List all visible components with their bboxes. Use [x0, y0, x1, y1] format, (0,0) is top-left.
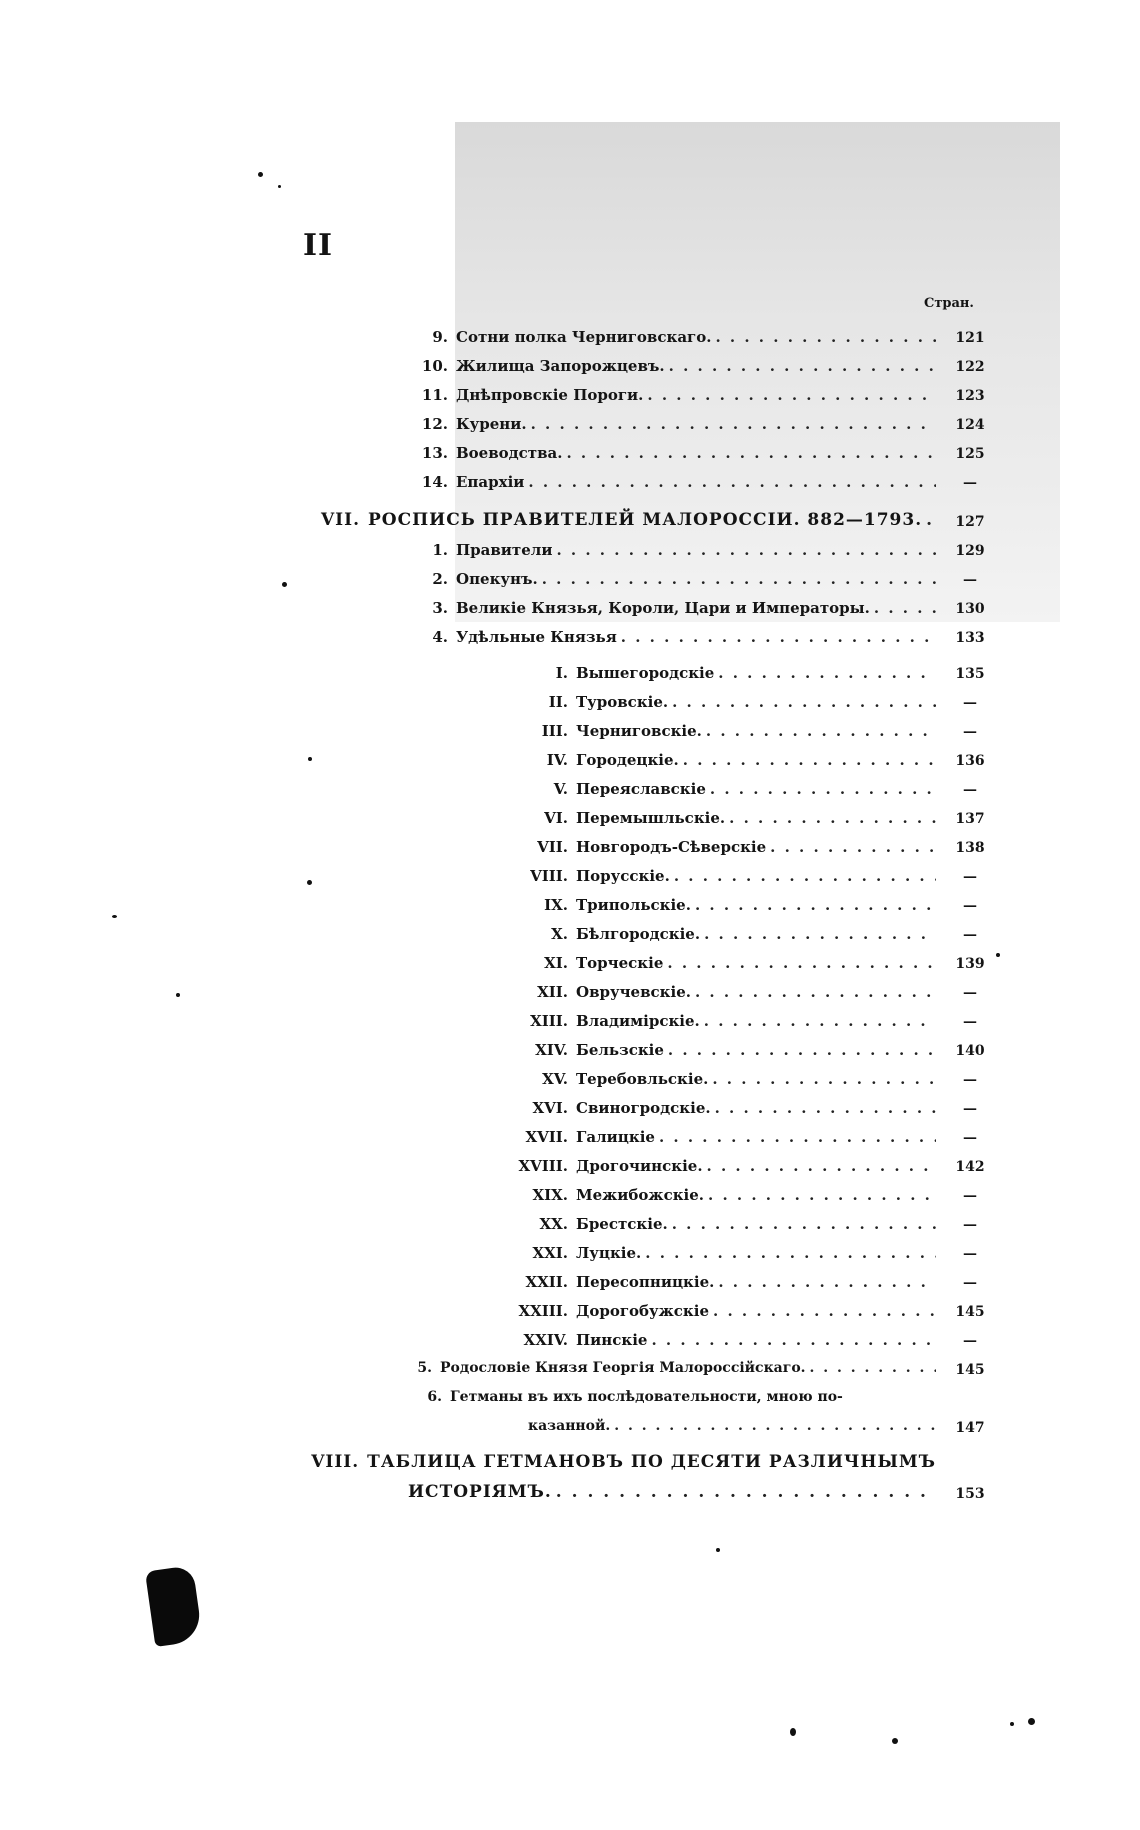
toc-page: 147 [955, 1420, 985, 1436]
toc-entry: XVIII. Дрогочинскіе. . . . [480, 1157, 936, 1181]
toc-entry: 11. Днѣпровскіе Пороги. . . . [400, 386, 936, 410]
toc-entry: IX. Трипольскіе. . . . [480, 896, 936, 920]
toc-page: 129 [955, 543, 985, 559]
toc-entry: XV. Теребовльскіе. . . . [480, 1070, 936, 1094]
scan-speck [278, 185, 281, 188]
toc-entry: XXII. Пересопницкіе. . . . [480, 1273, 936, 1297]
toc-page: — [963, 695, 977, 711]
toc-page: 140 [955, 1043, 985, 1059]
toc-page: 153 [955, 1486, 985, 1502]
toc-entry: VI. Перемышльскіе. . . . [480, 809, 936, 833]
toc-entry: XX. Брестскіе. . . . [480, 1215, 936, 1239]
toc-page: — [963, 985, 977, 1001]
toc-section-heading-continuation: ИСТОРІЯМЪ. . . . [300, 1482, 936, 1506]
scan-speck [258, 172, 263, 177]
toc-page: — [963, 782, 977, 798]
toc-page: 145 [955, 1304, 985, 1320]
toc-entry: XII. Овручевскіе. . . . [480, 983, 936, 1007]
scan-speck [892, 1738, 898, 1744]
toc-entry: X. Бѣлгородскіе. . . . [480, 925, 936, 949]
toc-entry: XIII. Владимірскіе. . . . [480, 1012, 936, 1036]
toc-entry: 12. Курени. . . . [400, 415, 936, 439]
toc-entry: I. Вышегородскіе . . . [480, 664, 936, 688]
toc-page: — [963, 1101, 977, 1117]
toc-page: 127 [955, 514, 985, 530]
toc-section-heading: VIII. ТАБЛИЦА ГЕТМАНОВЪ ПО ДЕСЯТИ РАЗЛИЧНЫМЪ [311, 1452, 936, 1472]
page-number: II [303, 228, 334, 263]
toc-entry: 1. Правители . . . [400, 541, 936, 565]
toc-entry: 3. Великіе Князья, Короли, Цари и Императоры. . . . [400, 599, 936, 623]
toc-page: — [963, 1333, 977, 1349]
toc-entry: XXIII. Дорогобужскіе . . . [480, 1302, 936, 1326]
toc-page: — [963, 869, 977, 885]
toc-section-heading: VII. РОСПИСЬ ПРАВИТЕЛЕЙ МАЛОРОССІИ. 882—1793. . . . [310, 510, 936, 534]
toc-entry: XIX. Межибожскіе. . . . [480, 1186, 936, 1210]
toc-entry: 2. Опекунъ. . . . [400, 570, 936, 594]
toc-page: — [963, 1072, 977, 1088]
toc-entry: 9. Сотни полка Черниговскаго. . . . [400, 328, 936, 352]
toc-entry: V. Переяславскіе . . . [480, 780, 936, 804]
toc-entry: 6. Гетманы въ ихъ послѣдовательности, мною по- [427, 1389, 843, 1405]
toc-page: — [963, 1014, 977, 1030]
toc-page: 124 [955, 417, 985, 433]
toc-entry: XVI. Свиногродскіе. . . . [480, 1099, 936, 1123]
toc-page: 133 [955, 630, 985, 646]
scan-speck [307, 880, 312, 885]
toc-entry: 14. Епархіи . . . [400, 473, 936, 497]
scan-speck [996, 953, 1000, 957]
toc-entry: XXI. Луцкіе. . . . [480, 1244, 936, 1268]
toc-page: — [963, 898, 977, 914]
toc-page: 122 [955, 359, 985, 375]
toc-page: 125 [955, 446, 985, 462]
scan-speck [308, 757, 312, 761]
toc-page: 145 [955, 1362, 985, 1378]
toc-entry: XI. Торческіе . . . [480, 954, 936, 978]
toc-entry: IV. Городецкіе. . . . [480, 751, 936, 775]
toc-page: 136 [955, 753, 985, 769]
scan-speck [282, 582, 287, 587]
toc-page: — [963, 1217, 977, 1233]
scan-speck [176, 993, 180, 997]
scan-speck [716, 1548, 720, 1552]
toc-page: 135 [955, 666, 985, 682]
toc-page: — [963, 475, 977, 491]
toc-entry: XVII. Галицкіе . . . [480, 1128, 936, 1152]
toc-page: — [963, 927, 977, 943]
toc-page: 137 [955, 811, 985, 827]
toc-entry: 5. Родословіе Князя Георгія Малороссійскаго. . . . [400, 1360, 936, 1384]
toc-page: 121 [955, 330, 985, 346]
toc-page: 138 [955, 840, 985, 856]
toc-entry: VIII. Порусскіе. . . . [480, 867, 936, 891]
toc-page: 142 [955, 1159, 985, 1175]
toc-entry: 4. Удѣльные Князья . . . [400, 628, 936, 652]
toc-page: — [963, 1275, 977, 1291]
toc-entry: 10. Жилища Запорожцевъ. . . . [400, 357, 936, 381]
toc-entry: II. Туровскіе. . . . [480, 693, 936, 717]
toc-page: — [963, 724, 977, 740]
toc-entry: 13. Воеводства. . . . [400, 444, 936, 468]
toc-entry: III. Черниговскіе. . . . [480, 722, 936, 746]
toc-entry: VII. Новгородъ-Сѣверскіе . . . [480, 838, 936, 862]
scan-speck [1028, 1718, 1035, 1725]
toc-entry-continuation: казанной. . . . [400, 1418, 936, 1442]
toc-page: — [963, 572, 977, 588]
toc-page: — [963, 1246, 977, 1262]
toc-page: — [963, 1130, 977, 1146]
toc-page: 123 [955, 388, 985, 404]
page-column-label: Стран. [924, 296, 974, 311]
scan-speck [790, 1728, 796, 1736]
toc-page: 130 [955, 601, 985, 617]
toc-page: 139 [955, 956, 985, 972]
scan-speck [1010, 1722, 1014, 1726]
toc-page: — [963, 1188, 977, 1204]
toc-entry: XIV. Бельзскіе . . . [480, 1041, 936, 1065]
ink-blot [145, 1565, 203, 1647]
scan-speck [112, 915, 117, 918]
toc-entry: XXIV. Пинскіе . . . [480, 1331, 936, 1355]
